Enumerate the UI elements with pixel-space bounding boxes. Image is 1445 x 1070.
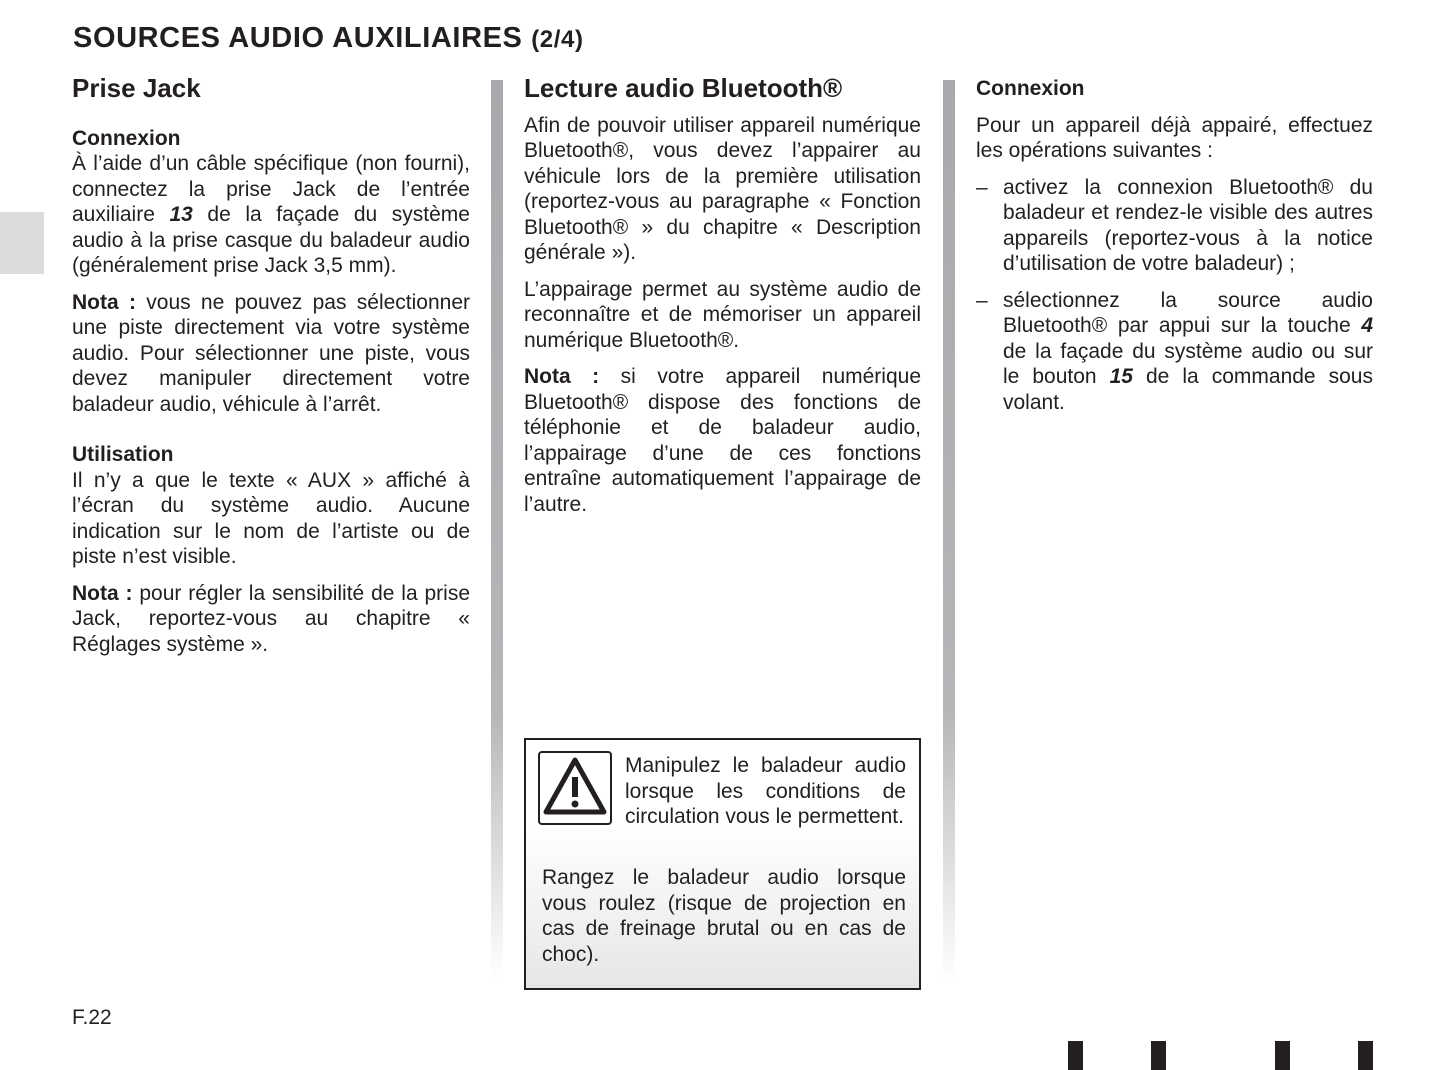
nota-label: Nota : [524,365,600,388]
paragraph-nota-2 [72,581,470,658]
list-item-text [1003,288,1373,416]
chapter-tab [0,212,44,274]
column-divider-right [943,80,955,980]
column-connexion [976,72,1373,426]
page-title-subtitle: (2/4) [531,26,584,53]
crop-mark [1068,1041,1083,1070]
paragraph-bluetooth-1: Afin de pouvoir utiliser appareil numérique Bluetooth®, vous devez l’appairer au véhicule lors de la première utilisation (reportez-vous au paragraphe « Fonction Bluetooth® » du chapitre « Description générale »). [524,113,921,264]
crop-mark [1151,1041,1166,1070]
section-heading-prise-jack: Prise Jack [72,73,201,103]
paragraph-bluetooth-2: L’appairage permet au système audio de reconnaître et de mémoriser un appareil numérique Bluetooth®. [524,277,921,352]
subheading-utilisation: Utilisation [72,443,174,466]
warning-text-1: Manipulez le baladeur audio lorsque les conditions de circulation vous le permettent. [625,754,906,828]
column-bluetooth [524,72,921,528]
warning-text-2: Rangez le baladeur audio lorsque vous roulez (risque de projection en cas de freinage brutal ou en cas de choc). [542,866,906,966]
subheading-connexion: Connexion [72,126,181,150]
nota-label: Nota : [72,581,133,605]
column-prise-jack [72,72,470,668]
reference-number: 15 [1109,365,1133,388]
nota-label: Nota : [72,290,136,314]
warning-triangle-icon [538,751,612,825]
subheading-connexion-bluetooth: Connexion [976,77,1085,100]
list-item-text: activez la connexion Bluetooth® du baladeur et rendez-le visible des autres appareils (reportez-vous à la notice d’utilisation de votre baladeur) ; [1003,175,1373,275]
text-run: vous ne pouvez pas sélectionner une piste directement via votre système audio. Pour sélectionner une piste, vous devez manipuler directement votre baladeur audio, véhicule à l’arrêt. [72,290,470,416]
paragraph-bluetooth-nota [524,364,921,517]
reference-number: 4 [1361,314,1373,337]
list-item [976,175,1373,277]
text-run: de la façade du système audio ou sur le bouton [1003,339,1373,388]
dash-bullet: – [976,288,988,312]
text-run: pour régler la sensibilité de la prise Jack, reportez-vous au chapitre « Réglages système ». [72,581,470,656]
paragraph-connexion [72,151,470,279]
paragraph-nota-1 [72,290,470,418]
section-heading-bluetooth: Lecture audio Bluetooth® [524,73,843,103]
crop-mark [1275,1041,1290,1070]
paragraph-intro: Pour un appareil déjà appairé, effectuez les opérations suivantes : [976,113,1373,162]
text-run: si votre appareil numérique Bluetooth® dispose des fonctions de téléphonie et de baladeur audio, l’appairage d’une de ces fonctions entraîne automatiquement l’appairage de l’autre. [524,365,921,516]
page-title [73,22,584,55]
text-run: de la commande sous volant. [1003,365,1373,414]
page-title-text: SOURCES AUDIO AUXILIAIRES [73,22,523,54]
paragraph-utilisation: Il n’y a que le texte « AUX » affiché à l’écran du système audio. Aucune indication sur le nom de l’artiste ou de piste n’est visible. [72,468,470,568]
column-divider-left [491,80,503,980]
text-run: À l’aide d’un câble spécifique (non fourni), connectez la prise Jack de l’entrée auxiliaire [72,152,470,226]
crop-mark [1358,1041,1373,1070]
dash-bullet: – [976,175,988,199]
warning-box [524,738,921,990]
page-number: F.22 [72,1006,112,1029]
text-run: sélectionnez la source audio Bluetooth® par appui sur la touche [1003,288,1373,337]
text-run: de la façade du système audio à la prise casque du baladeur audio (généralement prise Jack 3,5 mm). [72,203,470,277]
reference-number: 13 [169,203,193,226]
list-item [976,288,1373,416]
